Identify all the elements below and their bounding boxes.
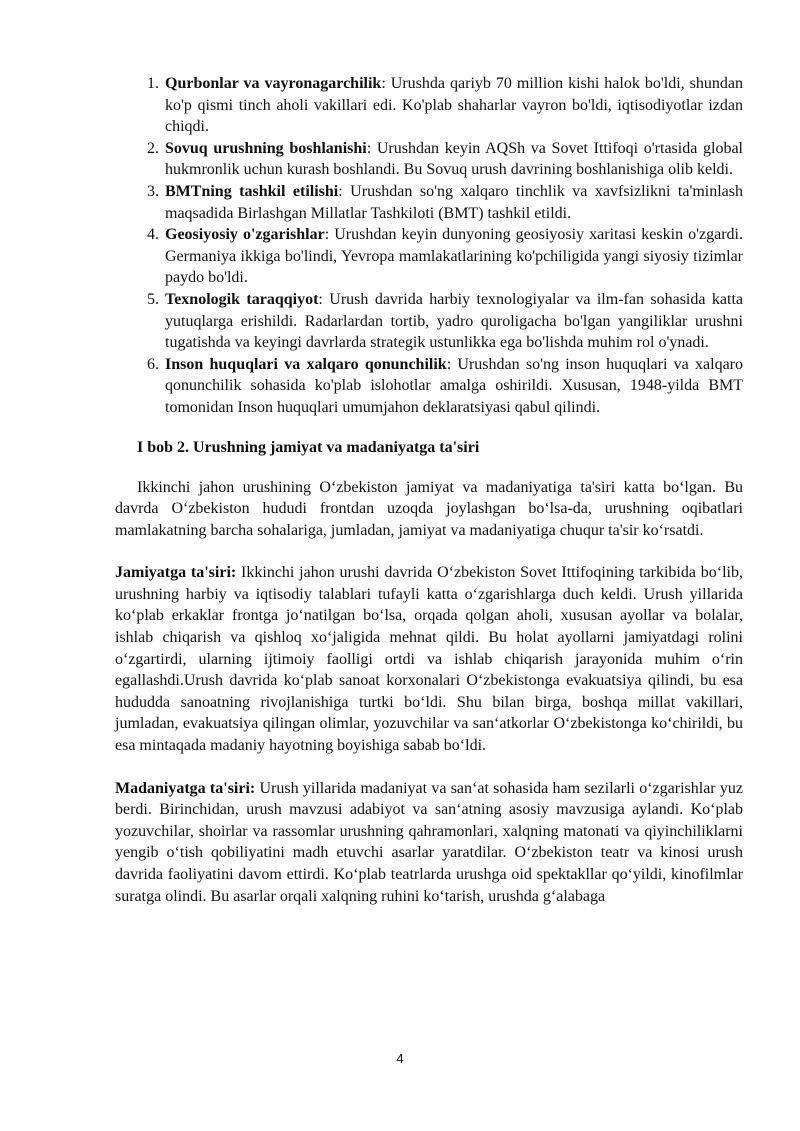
- list-item-term: BMTning tashkil etilishi: [165, 182, 339, 200]
- society-paragraph: [115, 562, 743, 756]
- list-item: [163, 354, 743, 419]
- list-item-text: : Urushda qariyb 70 million kishi halok bo'ldi, shundan ko'p qismi tinch aholi vakillari edi. Ko'plab shaharlar vayron bo'ldi, iqtisodiyotlar izdan chiqdi.: [165, 75, 743, 136]
- list-item-term: Texnologik taraqqiyot: [165, 290, 319, 308]
- page-number: 4: [396, 1051, 404, 1066]
- consequences-list: [115, 73, 743, 419]
- page-content: [115, 73, 743, 907]
- list-item: [163, 224, 743, 289]
- list-item: [163, 138, 743, 181]
- list-item-term: Sovuq urushning boshlanishi: [165, 139, 367, 157]
- section-heading: I bob 2. Urushning jamiyat va madaniyatga ta'siri: [137, 438, 480, 456]
- list-item-text: : Urushdan so'ng inson huquqlari va xalqaro qonunchilik sohasida ko'plab islohotlar amalga oshirildi. Xususan, 1948-yilda BMT tomonidan Inson huquqlari umumjahon deklaratsiyasi qabul qilindi.: [165, 355, 744, 416]
- list-item: [163, 181, 743, 224]
- culture-term: Madaniyatga ta'siri:: [115, 779, 256, 797]
- society-term: Jamiyatga ta'siri:: [115, 564, 237, 582]
- list-item-term: Inson huquqlari va xalqaro qonunchilik: [165, 355, 447, 373]
- list-item-text: : Urush davrida harbiy texnologiyalar va ilm-fan sohasida katta yutuqlarga erishildi. Radarlardan tortib, yadro quroligacha bo'lgan yangiliklar urushni tugatishda va keyingi davrlarda strategik ustunlikka ega bo'lishda muhim rol o'ynadi.: [165, 290, 743, 352]
- list-item-text: : Urushdan keyin AQSh va Sovet Ittifoqi o'rtasida global hukmronlik uchun kurash boshlandi. Bu Sovuq urush davrining boshlanishiga olib keldi.: [165, 139, 744, 179]
- list-item-text: : Urushdan so'ng xalqaro tinchlik va xavfsizlikni ta'minlash maqsadida Birlashgan Millatlar Tashkiloti (BMT) tashkil etildi.: [165, 182, 744, 222]
- intro-paragraph: Ikkinchi jahon urushining O‘zbekiston jamiyat va madaniyatiga ta'siri katta bo‘lgan. Bu davrda O‘zbekiston hududi frontdan uzoqda joylashgan bo‘lsa-da, urushning oqibatlari mamlakatning barcha sohalariga, jumladan, jamiyat va madaniyatiga chuqur ta'sir ko‘rsatdi.: [115, 478, 743, 539]
- list-item-text: : Urushdan keyin dunyoning geosiyosiy xaritasi keskin o'zgardi. Germaniya ikkiga bo'lindi, Yevropa mamlakatlarining ko'pchiligida yangi siyosiy tizimlar paydo bo'ldi.: [165, 226, 744, 287]
- society-text: Ikkinchi jahon urushi davrida O‘zbekiston Sovet Ittifoqining tarkibida bo‘lib, urushning harbiy va iqtisodiy talablari tufayli katta o‘zgarishlarga duch keldi. Urush yillarida ko‘plab erkaklar frontga jo‘natilgan bo‘lsa, orqada qolgan aholi, xususan ayollar va bolalar, ishlab chiqarish va qishloq xo‘jaligida mehnat qildi. Bu holat ayollarni jamiyatdagi rolini o‘zgartirdi, ularning ijtimoiy faolligi ortdi va ishlab chiqarish jarayonida muhim o‘rin egallashdi.Urush davrida ko‘plab sanoat korxonalari O‘zbekistonga evakuatsiya qilindi, bu esa hududda sanoatning rivojlanishiga turtki bo‘ldi. Shu bilan birga, boshqa millat vakillari, jumladan, evakuatsiya qilingan olimlar, yozuvchilar va san‘atkorlar O‘zbekistonga ko‘chirildi, bu esa mintaqada madaniy hayotning boyishiga sabab bo‘ldi.: [115, 564, 743, 755]
- list-item: [163, 73, 743, 138]
- culture-text: Urush yillarida madaniyat va san‘at sohasida ham sezilarli o‘zgarishlar yuz berdi. Birinchidan, urush mavzusi adabiyot va san‘atning asosiy mavzusiga aylandi. Ko‘plab yozuvchilar, shoirlar va rassomlar urushning qahramonlari, xalqning matonati va qiyinchiliklarni yengib o‘tish qobiliyatini madh etuvchi asarlar yaratdilar. O‘zbekiston teatr va kinosi urush davrida faoliyatini davom ettirdi. Ko‘plab teatrlarda urushga oid spektakllar qo‘yildi, kinofilmlar suratga olindi. Bu asarlar orqali xalqning ruhini ko‘tarish, urushda g‘alabaga: [115, 779, 743, 905]
- list-item: [163, 289, 743, 354]
- list-item-term: Qurbonlar va vayronagarchilik: [165, 75, 382, 92]
- list-item-term: Geosiyosiy o'zgarishlar: [165, 226, 325, 244]
- culture-paragraph: [115, 778, 743, 908]
